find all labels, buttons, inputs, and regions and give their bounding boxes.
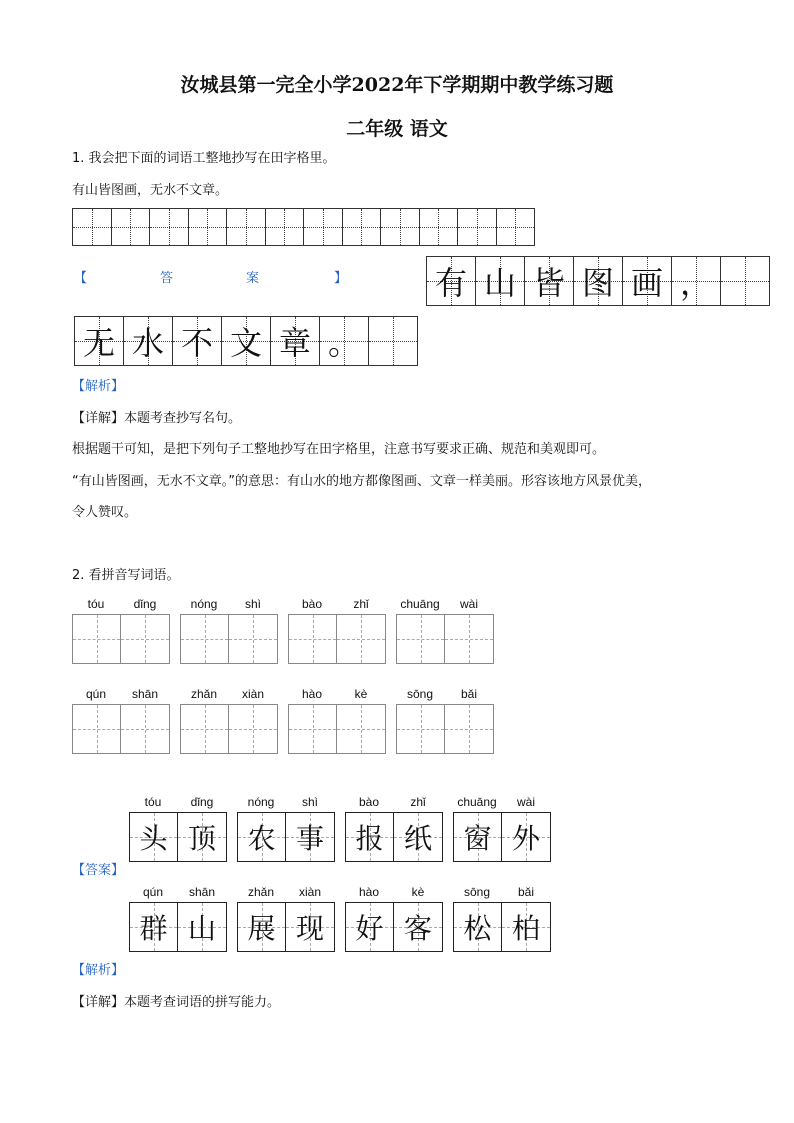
grid-cell	[286, 813, 334, 861]
grid-character: 事	[295, 822, 324, 855]
word-box	[237, 812, 335, 862]
q1-answer-row1	[426, 256, 770, 306]
grid-character: 皆	[532, 264, 565, 302]
grid-cell	[178, 903, 226, 951]
pinyin-label: tóu	[87, 597, 105, 611]
grid-character: 外	[511, 822, 540, 855]
grid-cell	[286, 903, 334, 951]
grid-character: 头	[139, 822, 168, 855]
word-box	[396, 614, 494, 664]
grid-cell	[454, 813, 502, 861]
grid-cell	[222, 317, 271, 365]
grid-character: 水	[131, 324, 164, 362]
word-box	[72, 614, 170, 664]
grid-cell	[181, 705, 229, 753]
q1-prompt: 1. 我会把下面的词语工整地抄写在田字格里。	[72, 151, 336, 166]
q1-sentence: 有山皆图画，无水不文章。	[72, 183, 229, 198]
grid-character: 。	[327, 324, 360, 362]
grid-cell	[445, 615, 493, 663]
word-box	[237, 902, 335, 952]
grid-cell	[445, 705, 493, 753]
pinyin-label: xiàn	[298, 885, 321, 899]
word-box	[129, 812, 227, 862]
pinyin-label: dǐng	[133, 597, 157, 611]
grid-cell	[178, 813, 226, 861]
grid-cell	[75, 317, 124, 365]
grid-cell	[346, 903, 394, 951]
pinyin-label: tóu	[144, 795, 162, 809]
pinyin-label: bào	[301, 597, 323, 611]
word-box	[288, 614, 386, 664]
grid-character: ，	[679, 264, 712, 302]
grid-cell	[130, 903, 178, 951]
grid-cell	[124, 317, 173, 365]
q2-analysis-label: 【解析】	[72, 963, 125, 978]
grid-character: 山	[483, 264, 516, 302]
q1-answer-row2	[74, 316, 418, 366]
pinyin-label: wài	[459, 597, 478, 611]
pinyin-label: kè	[354, 687, 368, 701]
q1-analysis-label: 【解析】	[72, 379, 125, 394]
q1-detail: 【详解】本题考查抄写名句。	[72, 411, 242, 426]
word-box	[180, 614, 278, 664]
pinyin-label: hào	[358, 885, 380, 899]
word-box	[453, 902, 551, 952]
grid-character: 客	[403, 912, 432, 945]
grid-character: 纸	[403, 822, 432, 855]
grid-character: 松	[463, 912, 492, 945]
grid-cell	[525, 257, 574, 305]
grid-cell	[623, 257, 672, 305]
grid-cell	[502, 813, 550, 861]
word-box	[180, 704, 278, 754]
grid-cell	[238, 813, 286, 861]
q1-explain-1: 根据题干可知，是把下列句子工整地抄写在田字格里，注意书写要求正确、规范和美观即可。	[72, 442, 606, 457]
q2-answer-label: 【答案】	[72, 863, 125, 878]
grid-cell	[238, 903, 286, 951]
pinyin-label: kè	[411, 885, 425, 899]
word-box	[453, 812, 551, 862]
grid-cell	[397, 615, 445, 663]
pinyin-label: shì	[301, 795, 318, 809]
word-box	[345, 902, 443, 952]
grid-cell	[229, 705, 277, 753]
pinyin-label: zhǎn	[247, 885, 275, 899]
grid-cell	[229, 615, 277, 663]
page-subtitle: 二年级 语文	[346, 118, 448, 140]
pinyin-label: qún	[85, 687, 107, 701]
grid-cell	[121, 705, 169, 753]
pinyin-label: nóng	[190, 597, 218, 611]
pinyin-label: sōng	[406, 687, 434, 701]
word-box	[129, 902, 227, 952]
grid-cell	[289, 705, 337, 753]
grid-character: 有	[434, 264, 467, 302]
grid-cell	[397, 705, 445, 753]
grid-cell	[476, 257, 525, 305]
pinyin-label: xiàn	[241, 687, 264, 701]
grid-cell	[454, 903, 502, 951]
grid-cell	[394, 813, 442, 861]
grid-cell	[721, 257, 770, 305]
pinyin-label: zhǎn	[190, 687, 218, 701]
grid-cell	[502, 903, 550, 951]
pinyin-label: qún	[142, 885, 164, 899]
q1-answer-label-close: 】	[334, 271, 348, 286]
pinyin-label: nóng	[247, 795, 275, 809]
grid-cell	[73, 615, 121, 663]
q1-explain-2: “有山皆图画，无水不文章。”的意思：有山水的地方都像图画、文章一样美丽。形容该地方风景优美，	[72, 474, 651, 489]
q2-prompt: 2. 看拼音写词语。	[72, 568, 180, 583]
grid-character: 群	[139, 912, 168, 945]
pinyin-label: chuāng	[457, 795, 497, 809]
pinyin-label: hào	[301, 687, 323, 701]
page-title: 汝城县第一完全小学2022年下学期期中教学练习题	[180, 74, 614, 96]
grid-cell	[271, 317, 320, 365]
pinyin-label: shān	[188, 885, 216, 899]
grid-character: 章	[278, 324, 311, 362]
grid-cell	[337, 615, 385, 663]
pinyin-label: bào	[358, 795, 380, 809]
q1-answer-label-open: 【	[74, 271, 88, 286]
pinyin-label: dǐng	[190, 795, 214, 809]
word-box	[288, 704, 386, 754]
grid-character: 画	[630, 264, 663, 302]
grid-character: 顶	[187, 822, 216, 855]
grid-cell	[289, 615, 337, 663]
grid-character: 柏	[511, 912, 540, 945]
grid-cell	[672, 257, 721, 305]
q1-answer-label-da: 答	[160, 271, 174, 286]
q1-explain-3: 令人赞叹。	[72, 505, 138, 520]
grid-cell	[369, 317, 418, 365]
q2-detail: 【详解】本题考查词语的拼写能力。	[72, 995, 281, 1010]
grid-character: 现	[295, 912, 324, 945]
grid-cell	[130, 813, 178, 861]
pinyin-label: wài	[516, 795, 535, 809]
grid-character: 窗	[463, 822, 492, 855]
grid-cell	[337, 705, 385, 753]
pinyin-label: shān	[131, 687, 159, 701]
grid-cell	[181, 615, 229, 663]
grid-cell	[574, 257, 623, 305]
grid-cell	[173, 317, 222, 365]
grid-character: 好	[355, 912, 384, 945]
pinyin-label: zhǐ	[353, 597, 369, 611]
grid-character: 不	[180, 324, 213, 362]
grid-character: 报	[355, 822, 384, 855]
grid-character: 展	[247, 912, 276, 945]
word-box	[72, 704, 170, 754]
pinyin-label: zhǐ	[410, 795, 426, 809]
grid-character: 图	[581, 264, 614, 302]
pinyin-label: chuāng	[400, 597, 440, 611]
word-box	[345, 812, 443, 862]
grid-cell	[320, 317, 369, 365]
q1-answer-label-an: 案	[246, 271, 260, 286]
grid-character: 山	[187, 912, 216, 945]
grid-character	[721, 257, 769, 305]
pinyin-label: bǎi	[460, 687, 477, 701]
grid-cell	[394, 903, 442, 951]
grid-cell	[121, 615, 169, 663]
grid-cell	[73, 705, 121, 753]
pinyin-label: bǎi	[517, 885, 534, 899]
pinyin-label: sōng	[463, 885, 491, 899]
pinyin-label: shì	[244, 597, 261, 611]
word-box	[396, 704, 494, 754]
grid-character: 无	[82, 324, 115, 362]
grid-cell	[346, 813, 394, 861]
grid-character: 文	[229, 324, 262, 362]
grid-character	[369, 317, 417, 365]
grid-character: 农	[247, 822, 276, 855]
grid-cell	[427, 257, 476, 305]
